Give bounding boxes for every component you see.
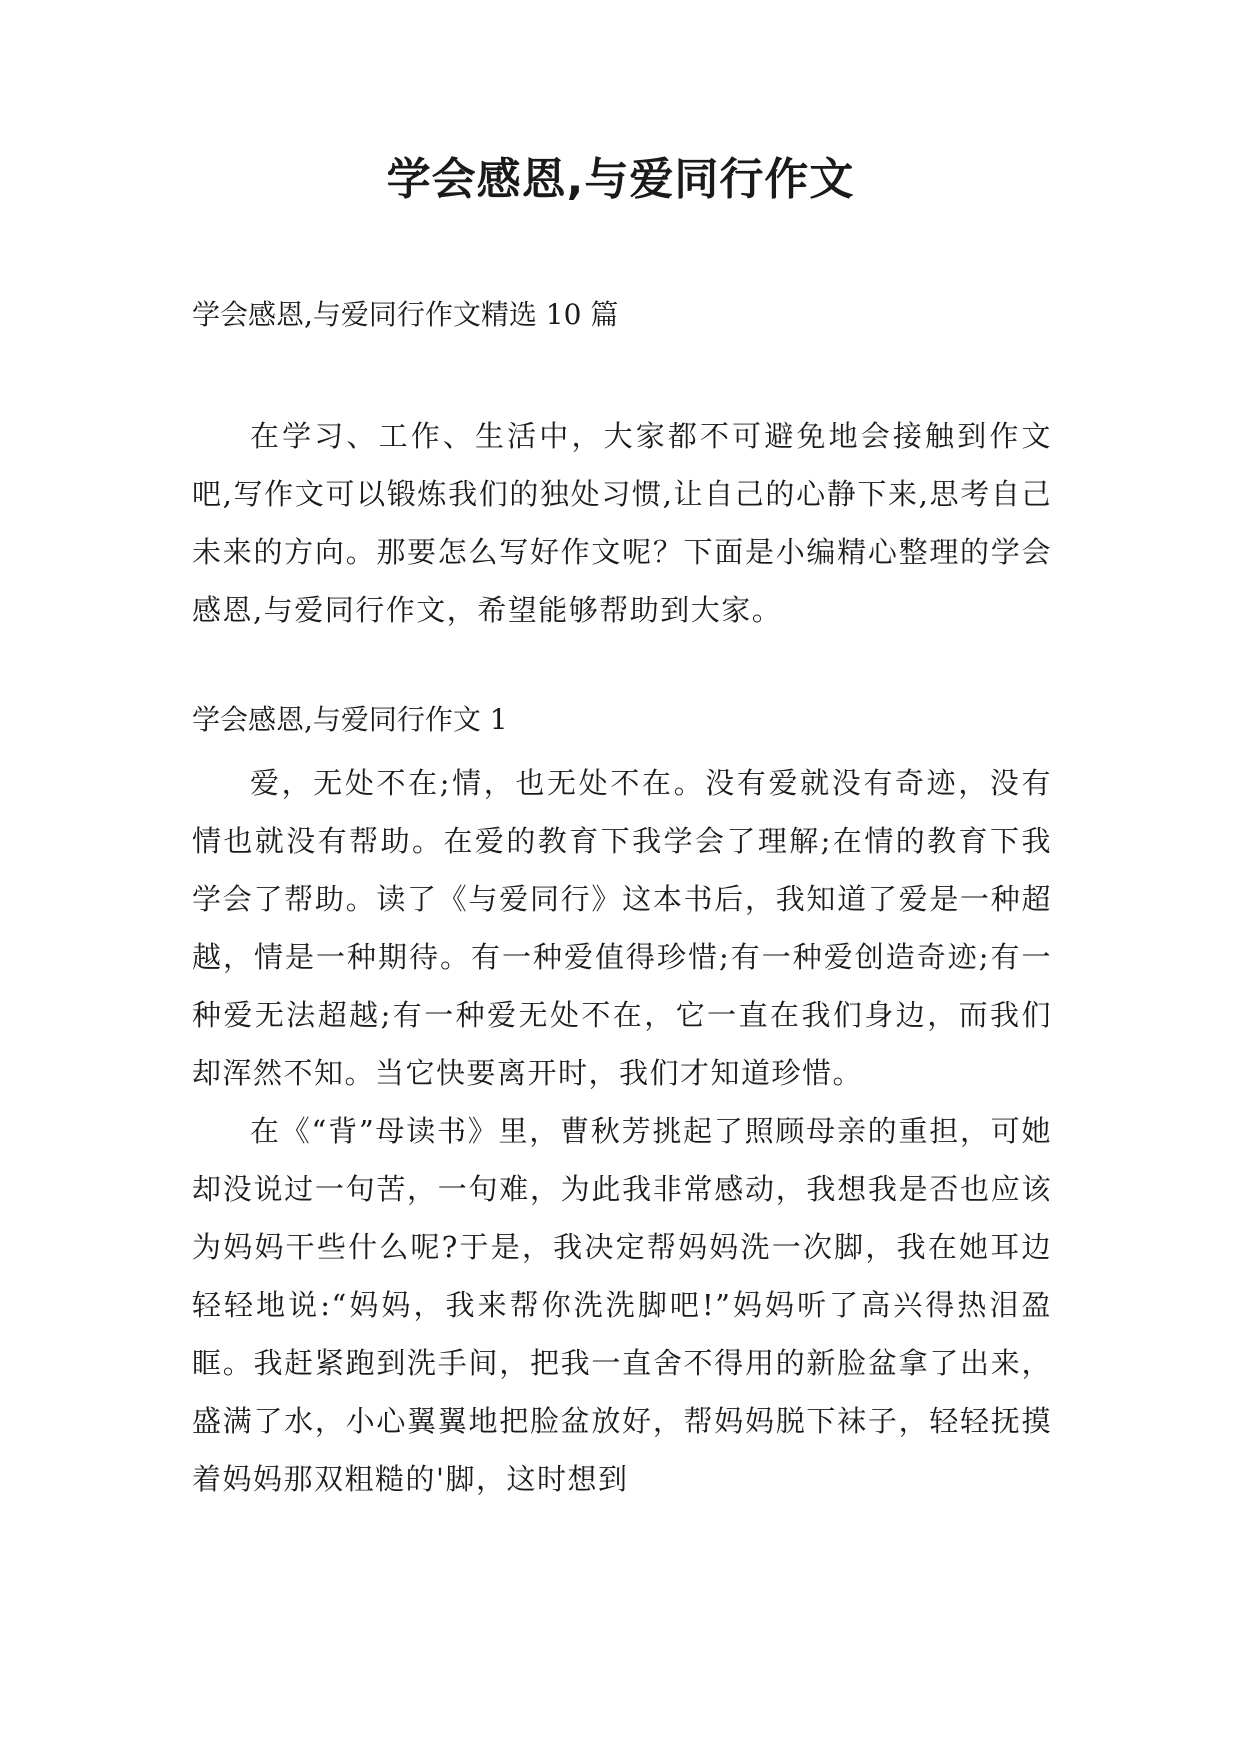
- intro-paragraph: 在学习、工作、生活中，大家都不可避免地会接触到作文吧,写作文可以锻炼我们的独处习惯,让自己的心静下来,思考自己未来的方向。那要怎么写好作文呢？下面是小编精心整理的学会感恩,与爱同行作文，希望能够帮助到大家。: [192, 419, 1052, 627]
- body-paragraph: 爱，无处不在;情，也无处不在。没有爱就没有奇迹，没有情也就没有帮助。在爱的教育下我学会了理解;在情的教育下我学会了帮助。读了《与爱同行》这本书后，我知道了爱是一种超越，情是一种期待。有一种爱值得珍惜;有一种爱创造奇迹;有一种爱无法超越;有一种爱无处不在，它一直在我们身边，而我们却浑然不知。当它快要离开时，我们才知道珍惜。: [192, 766, 1052, 1090]
- body-paragraph: 在《“背”母读书》里，曹秋芳挑起了照顾母亲的重担，可她却没说过一句苦，一句难，为此我非常感动，我想我是否也应该为妈妈干些什么呢?于是，我决定帮妈妈洗一次脚，我在她耳边轻轻地说:“妈妈，我来帮你洗洗脚吧!”妈妈听了高兴得热泪盈眶。我赶紧跑到洗手间，把我一直舍不得用的新脸盆拿了出来，盛满了水，小心翼翼地把脸盆放好，帮妈妈脱下袜子，轻轻抚摸着妈妈那双粗糙的'脚，这时想到: [192, 1114, 1052, 1496]
- document-subtitle: 学会感恩,与爱同行作文精选 10 篇: [192, 298, 619, 331]
- section-heading: 学会感恩,与爱同行作文 1: [192, 703, 508, 736]
- document-title: 学会感恩,与爱同行作文: [386, 154, 855, 205]
- essay-body: [192, 754, 1052, 1508]
